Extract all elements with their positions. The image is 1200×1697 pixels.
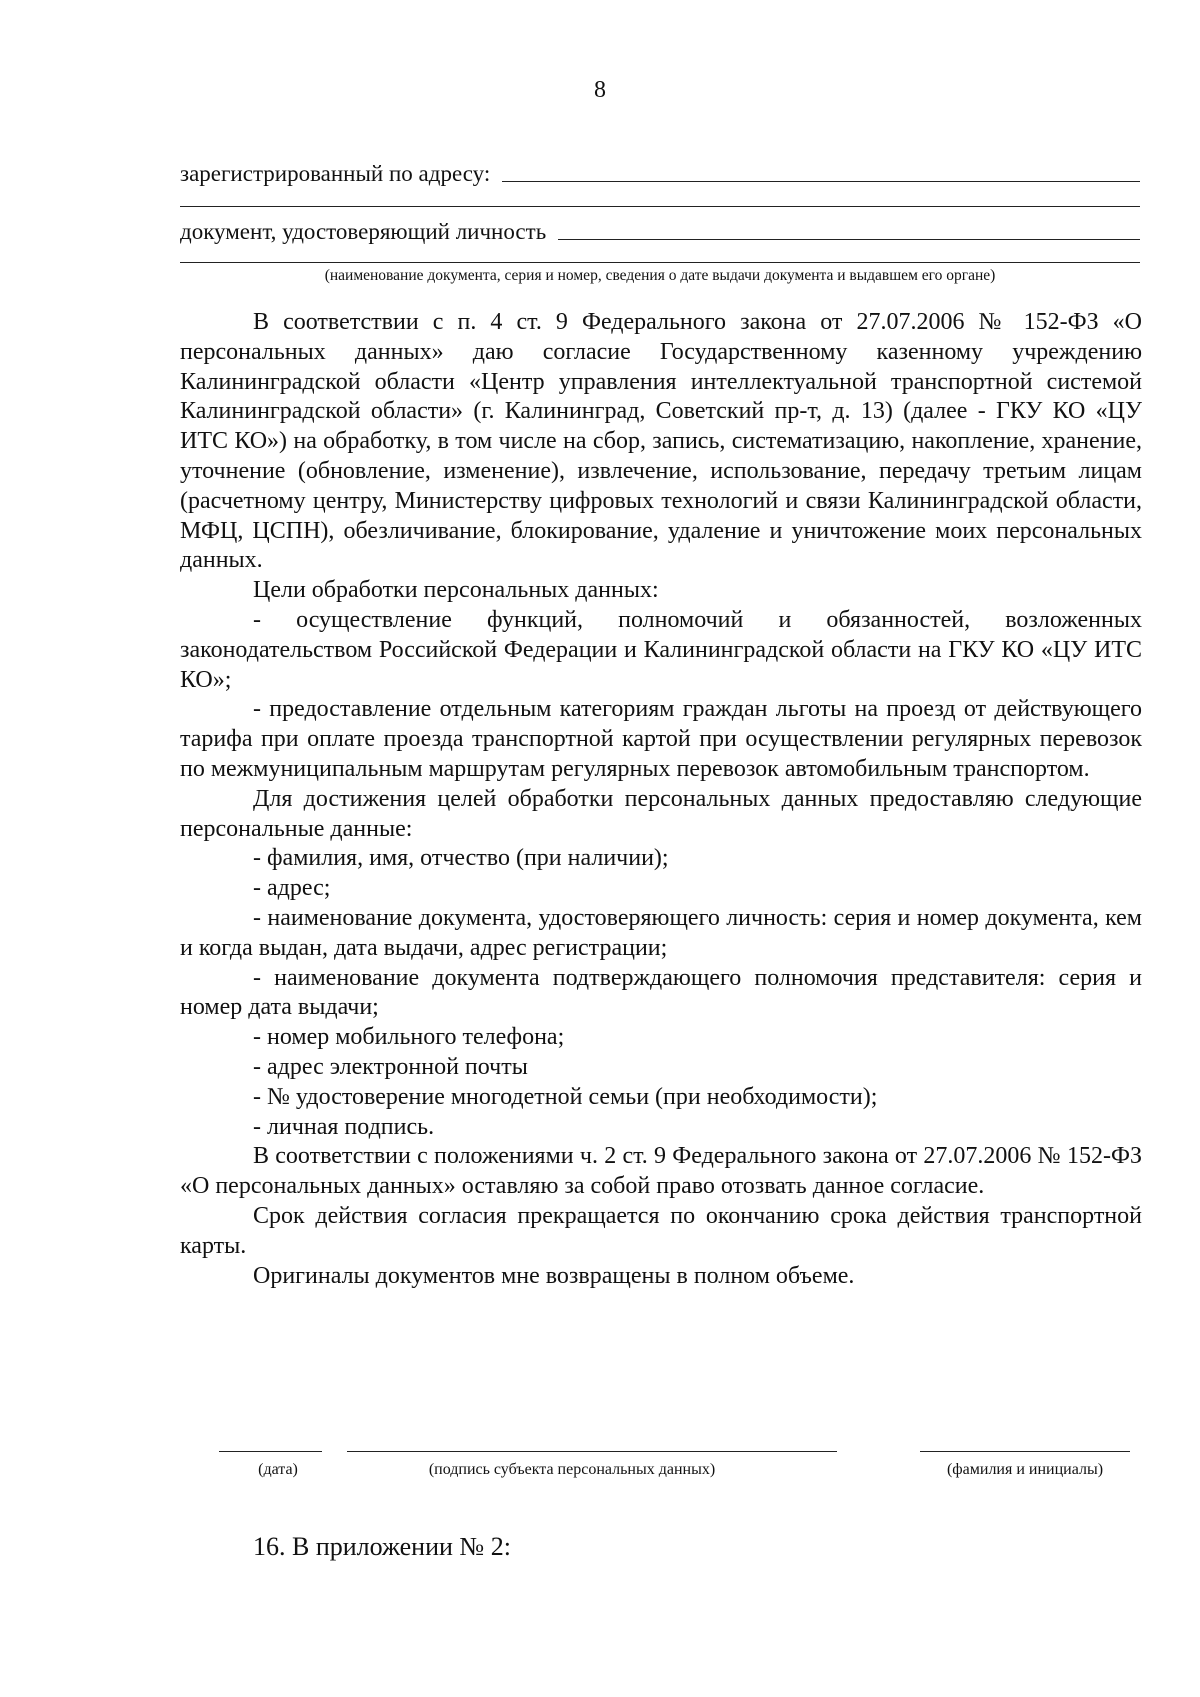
paragraph: Срок действия согласия прекращается по окончанию срока действия транспортной карты.: [180, 1202, 1142, 1259]
paragraph: Для достижения целей обработки персональных данных предоставляю следующие персональные данные:: [180, 785, 1142, 842]
address-continuation-line: [180, 206, 1140, 207]
paragraph: Оригиналы документов мне возвращены в полном объеме.: [253, 1262, 855, 1289]
address-label: зарегистрированный по адресу:: [180, 161, 491, 186]
section-heading: 16. В приложении № 2:: [253, 1532, 511, 1561]
paragraph: В соответствии с п. 4 ст. 9 Федерального закона от 27.07.2006 № 152-ФЗ «О персональных данных» даю согласие Государственному казенному учреждению Калининградской области «Центр управления интеллектуальной транспортной системой Калининградской области» (г. Калининград, Советский пр-т, д. 13) (далее - ГКУ КО «ЦУ ИТС КО») на обработку, в том числе на сбор, запись, систематизацию, накопление, хранение, уточнение (обновление, изменение), извлечение, использование, передачу третьим лицам (расчетному центру, Министерству цифровых технологий и связи Калининградской области, МФЦ, ЦСПН), обезличивание, блокирование, удаление и уничтожение моих персональных данных.: [180, 309, 1142, 574]
paragraph: - фамилия, имя, отчество (при наличии);: [253, 845, 669, 872]
date-label: (дата): [258, 1461, 298, 1478]
paragraph: - наименование документа, удостоверяющего личность: серия и номер документа, кем и когда выдан, дата выдачи, адрес регистрации;: [180, 904, 1142, 961]
address-field: [180, 156, 1140, 188]
paragraph: - предоставление отдельным категориям граждан льготы на проезд от действующего тарифа при оплате проезда транспортной картой при осуществлении регулярных перевозок по межмуниципальным маршрутам регулярных перевозок автомобильным транспортом.: [180, 696, 1142, 782]
date-signature-line: [219, 1451, 322, 1452]
name-signature-line: [920, 1451, 1130, 1452]
paragraph: - наименование документа подтверждающего полномочия представителя: серия и номер дата выдачи;: [180, 964, 1142, 1021]
address-fill-line: [502, 180, 1140, 182]
name-label: (фамилия и инициалы): [946, 1461, 1104, 1478]
paragraph: - адрес;: [253, 875, 331, 902]
paragraph: - адрес электронной почты: [253, 1053, 528, 1080]
paragraph: Цели обработки персональных данных:: [253, 577, 659, 604]
paragraph: - № удостоверение многодетной семьи (при необходимости);: [253, 1083, 878, 1110]
signature-label: (подпись субъекта персональных данных): [428, 1461, 716, 1478]
document-field: [180, 214, 1140, 246]
paragraph: - номер мобильного телефона;: [253, 1024, 565, 1051]
document-label: документ, удостоверяющий личность: [180, 219, 547, 244]
document-fill-line: [558, 238, 1140, 240]
page-number: 8: [594, 77, 606, 103]
consent-text: [180, 308, 1142, 1291]
paragraph: - осуществление функций, полномочий и обязанностей, возложенных законодательством Российской Федерации и Калининградской области на ГКУ КО «ЦУ ИТС КО»;: [180, 606, 1142, 693]
document-continuation-line: [180, 262, 1140, 263]
paragraph: В соответствии с положениями ч. 2 ст. 9 Федерального закона от 27.07.2006 № 152-ФЗ «О персональных данных» оставляю за собой право отозвать данное согласие.: [180, 1143, 1142, 1200]
subject-signature-line: [347, 1451, 837, 1452]
document-caption: (наименование документа, серия и номер, сведения о дате выдачи документа и выдавшем его органе): [324, 267, 996, 284]
paragraph: - личная подпись.: [253, 1113, 435, 1140]
